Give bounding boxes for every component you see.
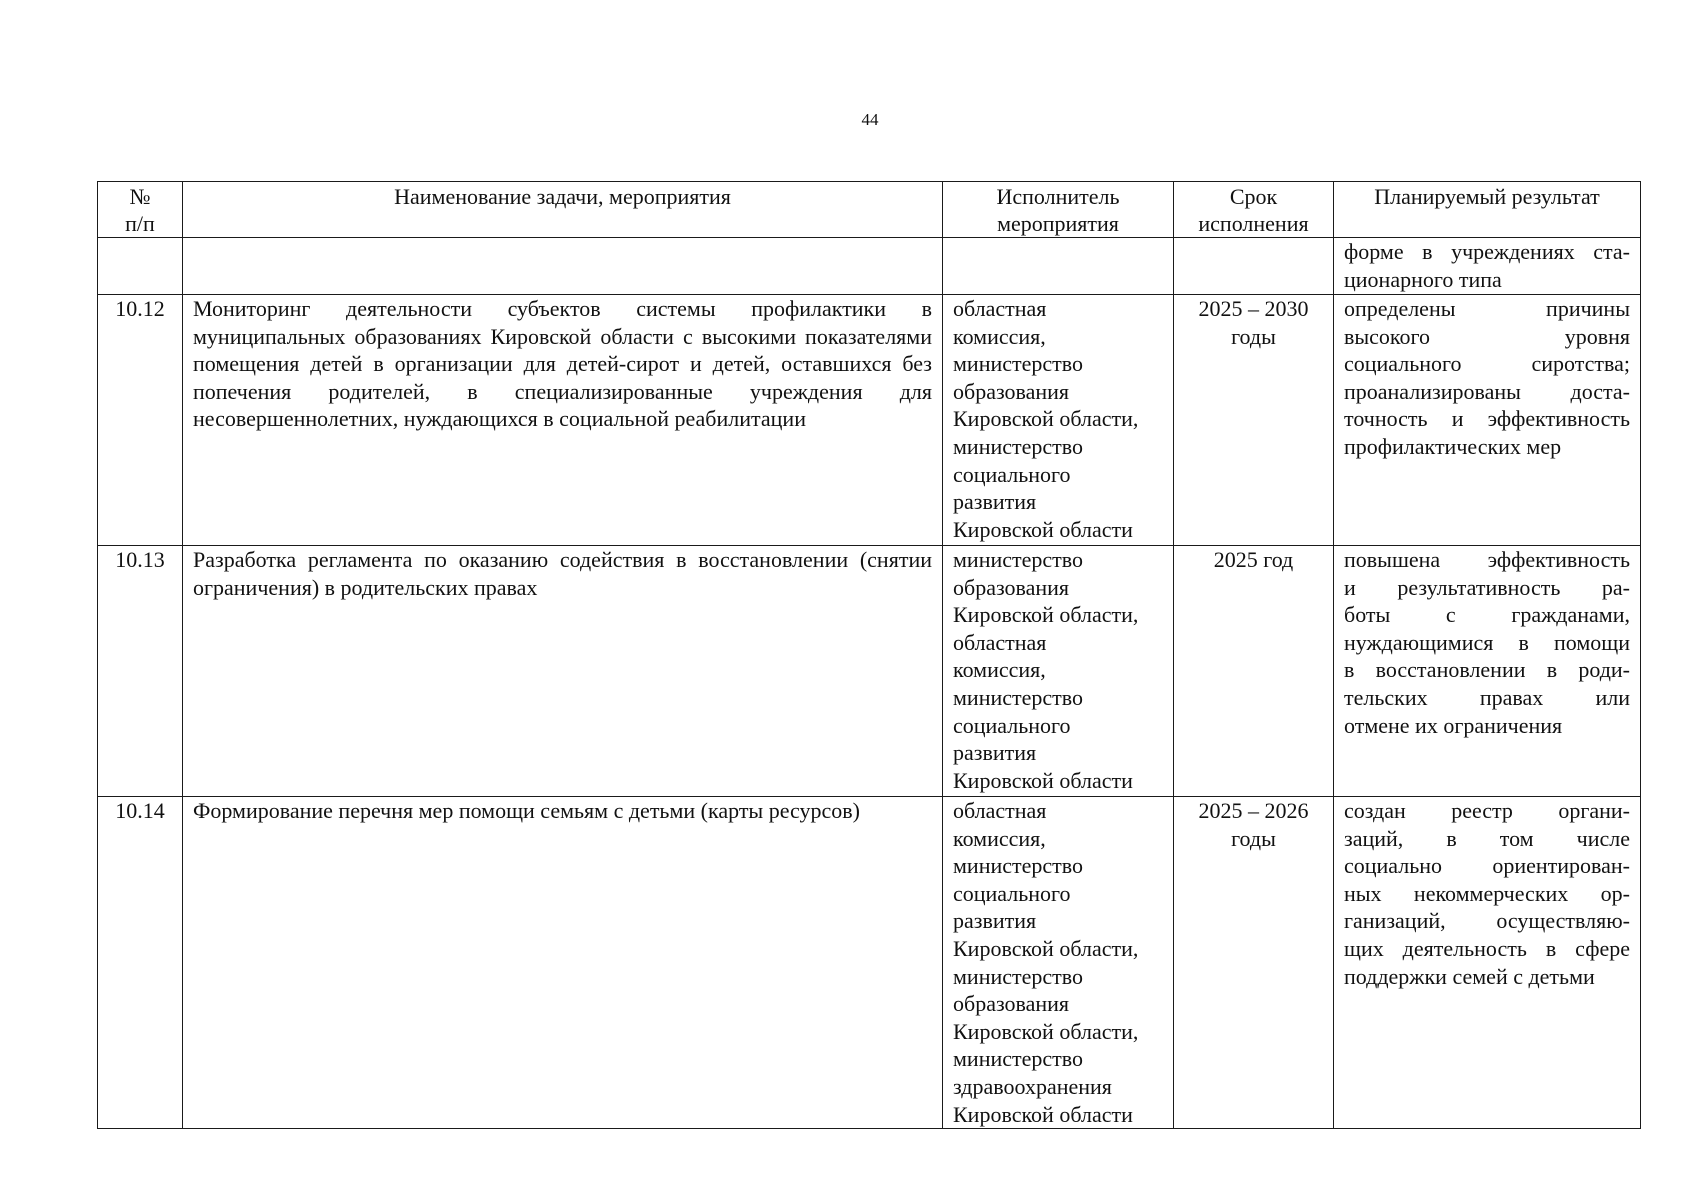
activity-plan-table bbox=[97, 181, 1641, 1129]
cell-result: форме в учреждениях ста- ционарного типа bbox=[1334, 238, 1641, 295]
table-header-row bbox=[98, 182, 1641, 238]
header-result: Планируемый результат bbox=[1334, 182, 1641, 238]
cell-number: 10.12 bbox=[98, 295, 183, 546]
cell-number: 10.13 bbox=[98, 546, 183, 797]
cell-task bbox=[183, 238, 943, 295]
cell-executor: областная комиссия, министерство образования Кировской области, министерство социального развития Кировской области bbox=[943, 295, 1174, 546]
table-row-10-12 bbox=[98, 295, 1641, 546]
table-row-continuation bbox=[98, 238, 1641, 295]
cell-task: Разработка регламента по оказанию содействия в восстановлении (снятии ограничения) в родительских правах bbox=[183, 546, 943, 797]
cell-task: Формирование перечня мер помощи семьям с детьми (карты ресурсов) bbox=[183, 797, 943, 1129]
cell-result: определены причины высокого уровня социального сиротства; проанализированы доста- точность и эффективность профилактических мер bbox=[1334, 295, 1641, 546]
cell-task: Мониторинг деятельности субъектов системы профилактики в муниципальных образованиях Кировской области с высокими показателями помещения детей в организации для детей-сирот и детей, оставшихся без попечения родителей, в специализированные учреждения для несовершеннолетних, нуждающихся в социальной реабилитации bbox=[183, 295, 943, 546]
cell-number: 10.14 bbox=[98, 797, 183, 1129]
header-term: Срок исполнения bbox=[1174, 182, 1334, 238]
cell-term: 2025 – 2030 годы bbox=[1174, 295, 1334, 546]
cell-result: создан реестр органи- заций, в том числе социально ориентирован- ных некоммерческих ор- ганизаций, осуществляю- щих деятельность в сфере поддержки семей с детьми bbox=[1334, 797, 1641, 1129]
cell-result: повышена эффективность и результативность ра- боты с гражданами, нуждающимися в помощи в восстановлении в роди- тельских правах или отмене их ограничения bbox=[1334, 546, 1641, 797]
cell-term bbox=[1174, 238, 1334, 295]
table-row-10-14 bbox=[98, 797, 1641, 1129]
header-number: № п/п bbox=[98, 182, 183, 238]
header-task: Наименование задачи, мероприятия bbox=[183, 182, 943, 238]
page-number: 44 bbox=[861, 110, 879, 129]
cell-executor: областная комиссия, министерство социального развития Кировской области, министерство образования Кировской области, министерство здравоохранения Кировской области bbox=[943, 797, 1174, 1129]
cell-executor bbox=[943, 238, 1174, 295]
cell-term: 2025 – 2026 годы bbox=[1174, 797, 1334, 1129]
cell-executor: министерство образования Кировской области, областная комиссия, министерство социального развития Кировской области bbox=[943, 546, 1174, 797]
table-row-10-13 bbox=[98, 546, 1641, 797]
cell-term: 2025 год bbox=[1174, 546, 1334, 797]
cell-number bbox=[98, 238, 183, 295]
header-executor: Исполнитель мероприятия bbox=[943, 182, 1174, 238]
